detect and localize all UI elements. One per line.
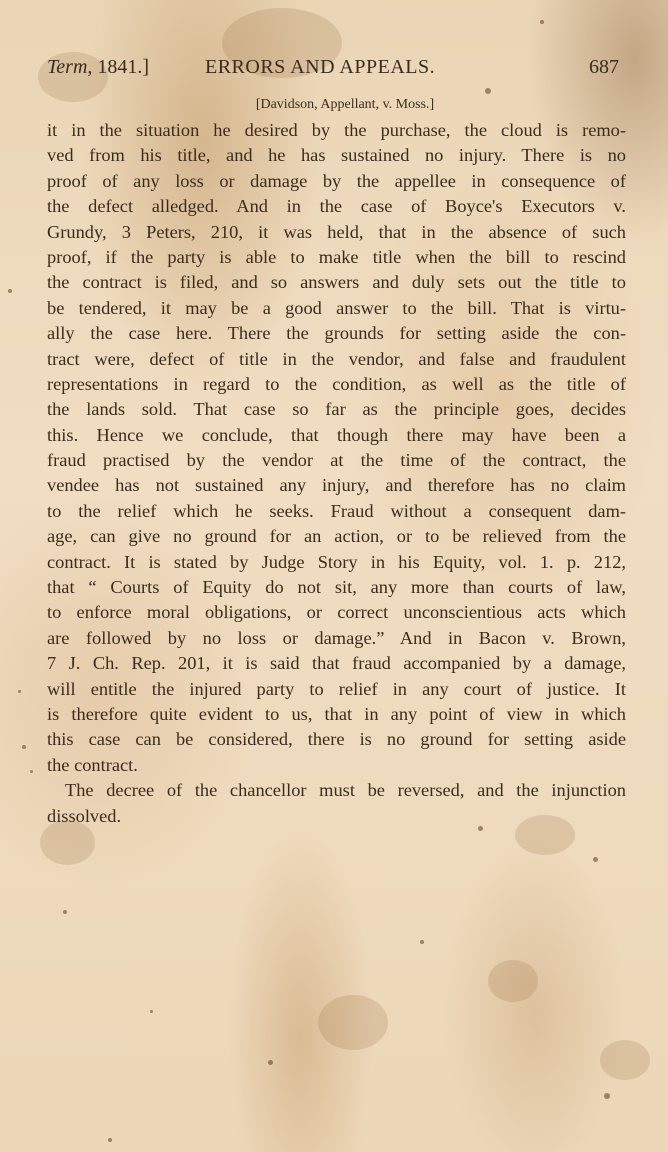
foxing-stain	[488, 960, 538, 1002]
foxing-stain	[600, 1040, 650, 1080]
foxing-speck	[18, 690, 21, 693]
page-number: 687	[589, 56, 619, 78]
text-line: proof of any loss or damage by the appellee in consequence of	[47, 170, 626, 191]
text-line: will entitle the injured party to relief in any court of justice. It	[47, 678, 626, 699]
foxing-speck	[108, 1138, 112, 1142]
case-caption: [Davidson, Appellant, v. Moss.]	[255, 97, 435, 112]
text-line: this case can be considered, there is no ground for setting aside	[47, 729, 626, 750]
foxing-speck	[150, 1010, 153, 1013]
text-line: be tendered, it may be a good answer to the bill. That is virtu-	[47, 297, 626, 318]
foxing-stain	[318, 995, 388, 1050]
text-line: are followed by no loss or damage.” And in Bacon v. Brown,	[47, 627, 626, 648]
foxing-speck	[593, 857, 598, 862]
foxing-speck	[63, 910, 67, 914]
text-line: this. Hence we conclude, that though there may have been a	[47, 424, 626, 445]
text-line: is therefore quite evident to us, that in any point of view in which	[47, 703, 626, 724]
text-line: the defect alledged. And in the case of Boyce's Executors v.	[47, 196, 626, 217]
text-line: representations in regard to the condition, as well as the title of	[47, 373, 626, 394]
body-text	[47, 118, 626, 829]
text-line: it in the situation he desired by the purchase, the cloud is remo-	[47, 120, 626, 140]
text-line: fraud practised by the vendor at the time of the contract, the	[47, 450, 626, 471]
text-line: the contract.	[47, 754, 138, 775]
text-line: 7 J. Ch. Rep. 201, it is said that fraud accompanied by a damage,	[47, 653, 626, 674]
text-line: the contract is filed, and so answers and duly sets out the title to	[47, 272, 626, 293]
text-line: The decree of the chancellor must be reversed, and the injunction	[65, 780, 626, 801]
text-line: vendee has not sustained any injury, and therefore has no claim	[47, 475, 626, 496]
foxing-speck	[420, 940, 424, 944]
foxing-speck	[268, 1060, 273, 1065]
text-line: contract. It is stated by Judge Story in his Equity, vol. 1. p. 212,	[47, 551, 626, 572]
text-line: to the relief which he seeks. Fraud without a consequent dam-	[47, 500, 626, 521]
foxing-speck	[604, 1093, 610, 1099]
text-line: ally the case here. There the grounds for setting aside the con-	[47, 323, 626, 344]
foxing-speck	[540, 20, 544, 24]
text-line: to enforce moral obligations, or correct unconscientious acts which	[47, 602, 626, 623]
text-line: proof, if the party is able to make title when the bill to rescind	[47, 246, 626, 267]
foxing-speck	[22, 745, 26, 749]
term-year: 1841.]	[97, 56, 150, 78]
running-head	[47, 54, 619, 80]
running-head-title: ERRORS AND APPEALS.	[205, 56, 436, 78]
text-line: age, can give no ground for an action, or to be relieved from the	[47, 526, 626, 547]
foxing-speck	[485, 88, 491, 94]
text-line: that “ Courts of Equity do not sit, any more than courts of law,	[47, 577, 626, 598]
text-line: Grundy, 3 Peters, 210, it was held, that in the absence of such	[47, 221, 626, 242]
running-head-term	[47, 54, 149, 80]
text-line: tract were, defect of title in the vendor, and false and fraudulent	[47, 348, 626, 369]
foxing-speck	[30, 770, 33, 773]
text-line: dissolved.	[47, 805, 122, 826]
text-line: ved from his title, and he has sustained no injury. There is no	[47, 145, 626, 166]
text-line: the lands sold. That case so far as the principle goes, decides	[47, 399, 626, 420]
term-word: Term,	[47, 56, 93, 78]
foxing-speck	[8, 289, 12, 293]
